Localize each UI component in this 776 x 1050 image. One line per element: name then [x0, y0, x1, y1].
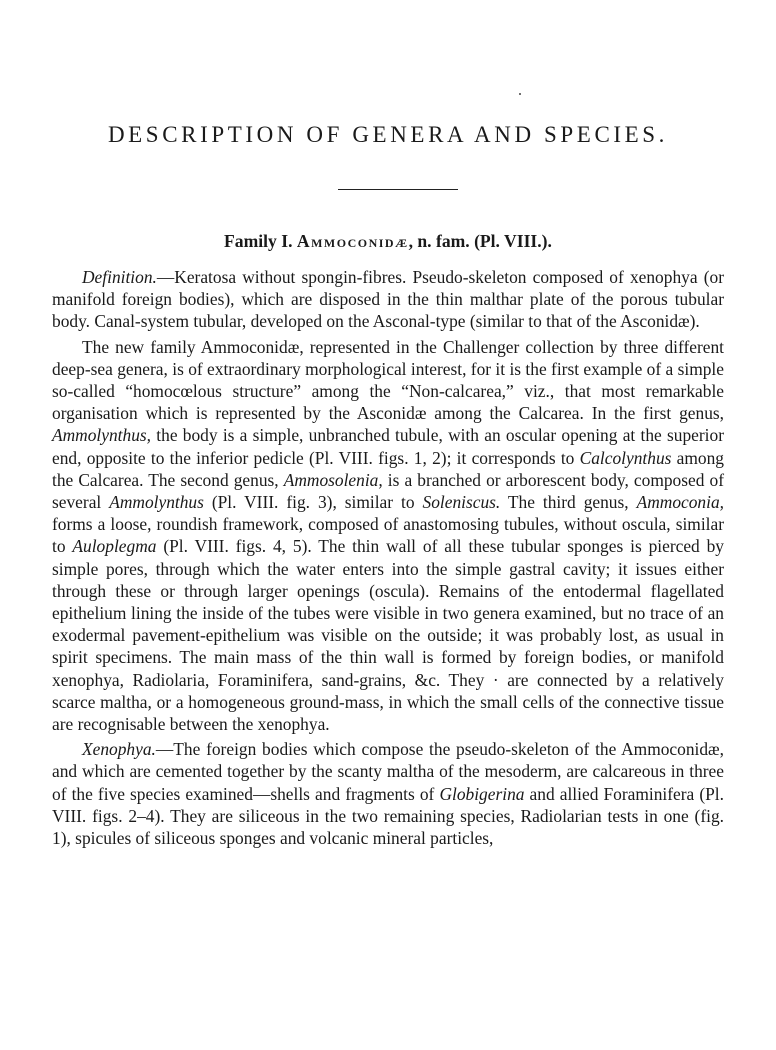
- print-speck: [519, 93, 521, 95]
- italic-term: Ammolynthus,: [52, 425, 152, 446]
- paragraph: [52, 336, 724, 736]
- italic-term: Ammoconia,: [636, 492, 724, 513]
- italic-term: Ammosolenia,: [283, 469, 383, 490]
- text-run: —The foreign bodies which compose the pseudo-skeleton of the Ammoconidæ, and which are cemented together by the scanty maltha of the mesoderm, are calcareous in three of the five species examined—shells and fragments of: [52, 739, 724, 804]
- page-title: DESCRIPTION OF GENERA AND SPECIES.: [107, 122, 669, 147]
- italic-term: Auloplegma: [72, 536, 157, 557]
- text-run: forms a loose, roundish framework, composed of anastomosing tubules, without oscula, similar to: [52, 514, 724, 557]
- text-run: The new family Ammoconidæ, represented in the Challenger collection by three different deep-sea genera, is of extraordinary morphological interest, for it is the first example of a simple so-called “homocœlous structure” among the “Non-calcarea,” viz., that most remarkable organisation which is represented by the Asconidæ among the Calcarea. In the first genus,: [52, 336, 724, 424]
- text-run: (Pl. VIII. figs. 4, 5). The thin wall of all these tubular sponges is pierced by simple pores, through which the water enters into the simple gastral cavity; it issues either through these or through larger openings (oscula). Remains of the entodermal flagellated epithelium lining the inside of the tubes were visible in two genera examined, but no trace of an exodermal pavement-epithelium was visible on the outside; it was probably lost, as usual in spirit specimens. The main mass of the thin wall is formed by foreign bodies, or manifold xenophya, Radiolaria, Foraminifera, sand-grains, &c. They · are connected by a relatively scarce maltha, or a homogeneous ground-mass, in which the small cells of the connective tissue are recognisable between the xenophya.: [52, 536, 725, 735]
- title-divider: [338, 189, 458, 190]
- italic-term: Calcolynthus: [579, 447, 672, 468]
- text-run: (Pl. VIII. fig. 3), similar to: [203, 492, 423, 513]
- italic-term: Soleniscus.: [422, 492, 501, 513]
- italic-term: Globigerina: [439, 783, 525, 804]
- paragraph: [52, 266, 724, 333]
- text-run: among the Calcarea. The second genus,: [52, 447, 724, 490]
- family-heading: [0, 231, 776, 252]
- text-run: The third genus,: [500, 492, 637, 513]
- family-suffix: , n. fam. (Pl. VIII.).: [408, 231, 552, 251]
- body-text: [52, 266, 724, 852]
- text-run: is a branched or arborescent body, composed of several: [52, 469, 724, 513]
- paragraph-lead: Definition.: [82, 267, 157, 287]
- paragraph: [52, 738, 724, 849]
- text-run: the body is a simple, unbranched tubule, with an oscular opening at the superior end, opposite to the inferior pedicle (Pl. VIII. figs. 1, 2); it corresponds to: [52, 425, 724, 468]
- paragraph-lead: Xenophya.: [82, 739, 156, 760]
- italic-term: Ammolynthus: [109, 492, 204, 513]
- text-run: and allied Foraminifera (Pl. VIII. figs. 2–4). They are siliceous in the two remaining species, Radiolarian tests in one (fig. 1), spicules of siliceous sponges and volcanic mineral particles,: [52, 783, 724, 849]
- text-run: —Keratosa without spongin-fibres. Pseudo-skeleton composed of xenophya (or manifold foreign bodies), which are disposed in the thin malthar plate of the porous tubular body. Canal-system tubular, developed on the Asconal-type (similar to that of the Asconidæ).: [52, 267, 724, 332]
- family-prefix: Family I.: [224, 231, 293, 251]
- family-name: Ammoconidæ: [296, 231, 409, 251]
